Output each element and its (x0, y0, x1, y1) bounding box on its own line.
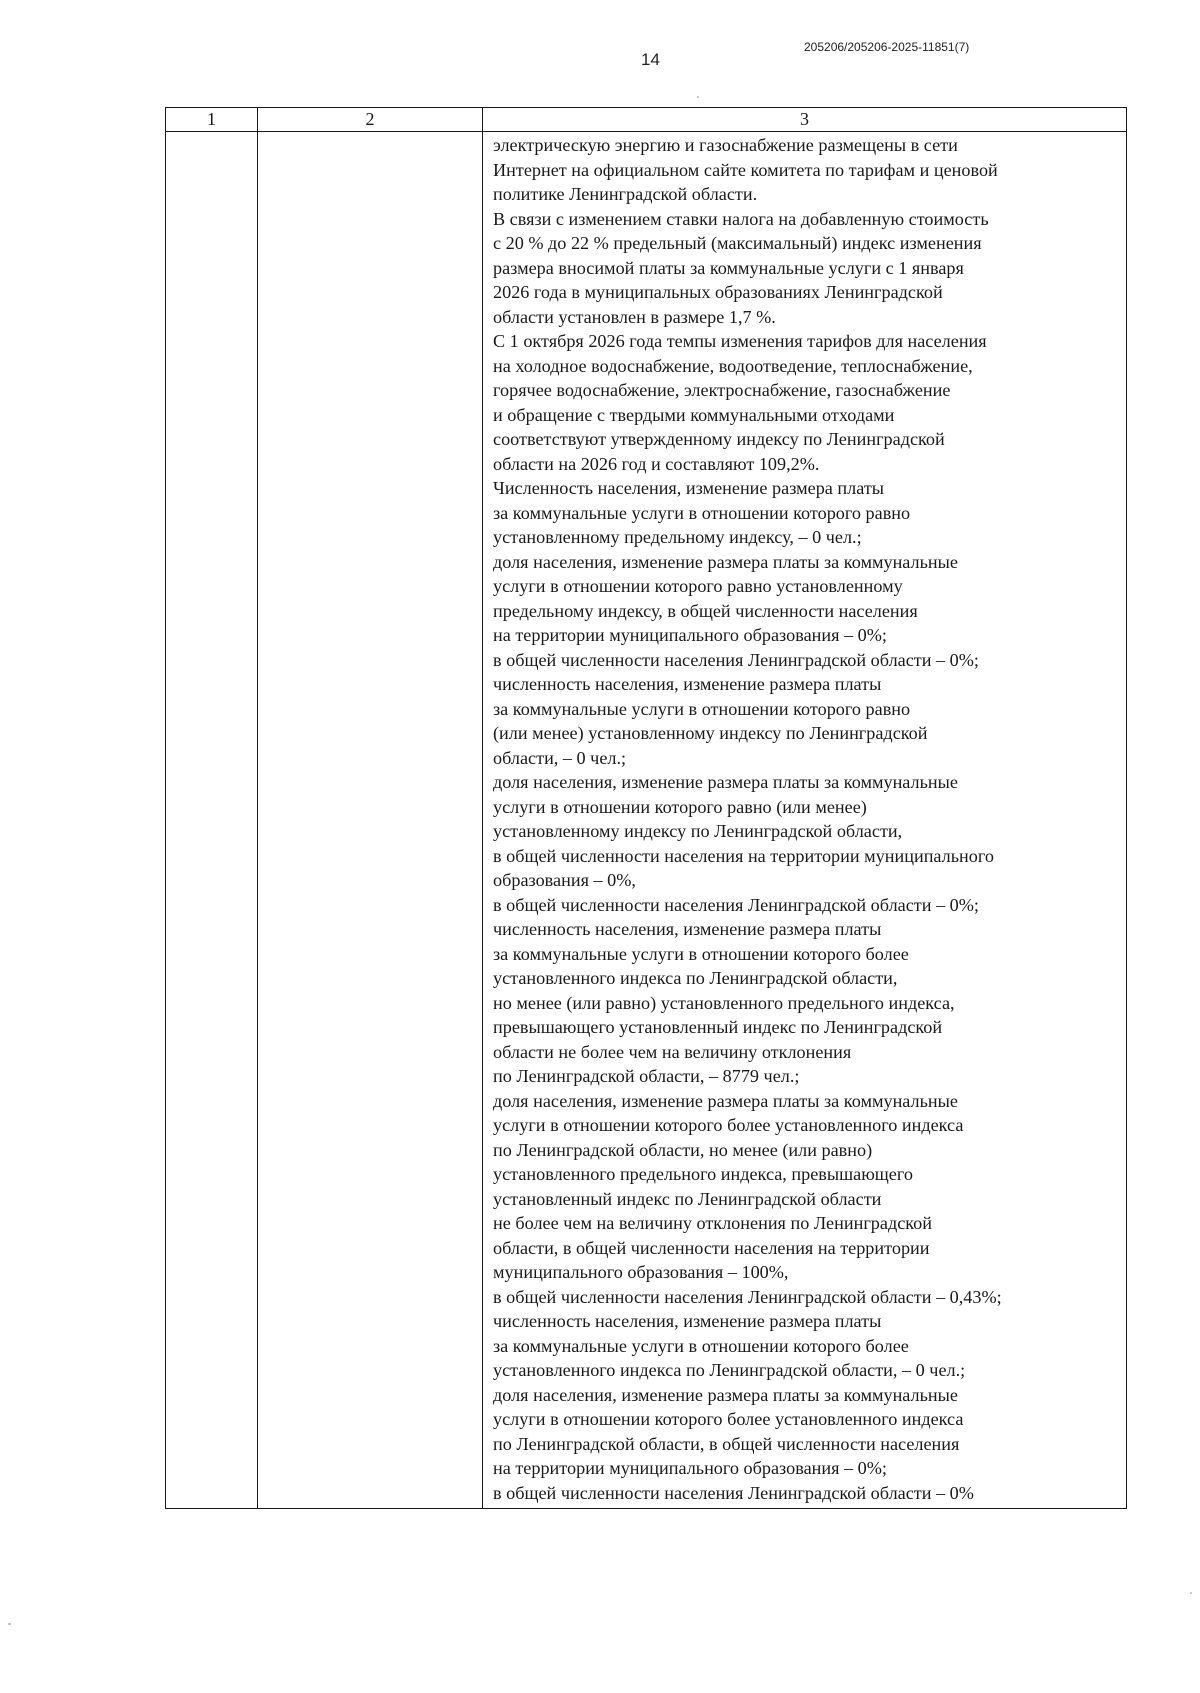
table-row (166, 132, 1127, 1509)
text-line: электрическую энергию и газоснабжение размещены в сети (493, 135, 958, 155)
text-line: превышающего установленный индекс по Ленинградской (493, 1017, 943, 1037)
text-line: размера вносимой платы за коммунальные услуги с 1 января (493, 257, 964, 278)
text-line: услуги в отношении которого более установленного индекса (493, 1115, 964, 1135)
cell-col-1 (166, 132, 258, 1509)
text-line: не более чем на величину отклонения по Ленинградской (493, 1213, 933, 1233)
text-line: установленного индекса по Ленинградской области, (493, 968, 898, 988)
text-line: области установлен в размере 1,7 %. (493, 306, 776, 327)
text-line: по Ленинградской области, в общей численности населения (493, 1433, 960, 1454)
text-line: на холодное водоснабжение, водоотведение, теплоснабжение, (493, 355, 973, 376)
text-line: услуги в отношении которого равно установленному (493, 576, 903, 596)
scan-speck (697, 96, 699, 98)
text-line: соответствуют утвержденному индексу по Ленинградской (493, 429, 945, 449)
text-line: в общей численности населения Ленинградской области – 0% (493, 1482, 974, 1503)
text-line: доля населения, изменение размера платы за коммунальные (493, 551, 958, 572)
text-line: доля населения, изменение размера платы за коммунальные (493, 1384, 958, 1405)
cell-col-3 (483, 132, 1127, 1509)
text-line: установленного индекса по Ленинградской области, – 0 чел.; (493, 1360, 966, 1380)
text-block (493, 133, 1120, 1505)
text-line: горячее водоснабжение, электроснабжение, газоснабжение (493, 380, 951, 400)
scan-speck (1190, 1592, 1192, 1594)
text-line: на территории муниципального образования – 0%; (493, 625, 887, 645)
text-line: области, в общей численности населения на территории (493, 1237, 930, 1258)
text-line: муниципального образования – 100%, (493, 1262, 789, 1282)
text-line: доля населения, изменение размера платы за коммунальные (493, 772, 958, 792)
text-line: предельному индексу, в общей численности населения (493, 600, 918, 621)
text-line: установленному предельному индексу, – 0 чел.; (493, 527, 862, 547)
page-number: 14 (641, 50, 660, 69)
text-line: доля населения, изменение размера платы за коммунальные (493, 1090, 958, 1111)
text-line: по Ленинградской области, – 8779 чел.; (493, 1066, 800, 1086)
text-line: установленного предельного индекса, превышающего (493, 1164, 913, 1184)
table-header-row (166, 108, 1127, 132)
text-line: (или менее) установленному индексу по Ленинградской (493, 723, 928, 743)
text-line: за коммунальные услуги в отношении которого равно (493, 502, 911, 523)
text-line: В связи с изменением ставки налога на добавленную стоимость (493, 208, 989, 229)
scan-speck (8, 1623, 11, 1625)
text-line: образования – 0%, (493, 870, 636, 890)
text-line: но менее (или равно) установленного предельного индекса, (493, 992, 955, 1013)
text-line: 2026 года в муниципальных образованиях Ленинградской (493, 282, 943, 302)
text-line: в общей численности населения на территории муниципального (493, 845, 994, 866)
text-line: С 1 октября 2026 года темпы изменения тарифов для населения (493, 331, 987, 351)
text-line: на территории муниципального образования – 0%; (493, 1458, 887, 1478)
header-col-1: 1 (166, 108, 258, 132)
text-line: услуги в отношении которого более установленного индекса (493, 1409, 964, 1429)
text-line: численность населения, изменение размера платы (493, 1311, 882, 1331)
header-col-3: 3 (483, 108, 1127, 132)
text-line: Численность населения, изменение размера платы (493, 478, 884, 498)
text-line: политике Ленинградской области. (493, 184, 758, 204)
text-line: с 20 % до 22 % предельный (максимальный) индекс изменения (493, 233, 982, 253)
text-line: за коммунальные услуги в отношении которого более (493, 943, 909, 964)
text-line: установленному индексу по Ленинградской области, (493, 821, 903, 841)
text-line: в общей численности населения Ленинградской области – 0,43%; (493, 1286, 1002, 1307)
text-line: области не более чем на величину отклонения (493, 1041, 852, 1062)
text-line: услуги в отношении которого равно (или менее) (493, 796, 867, 817)
text-line: области, – 0 чел.; (493, 747, 627, 768)
text-line: численность населения, изменение размера платы (493, 919, 882, 939)
document-code: 205206/205206-2025-11851(7) (804, 40, 970, 54)
content-table (165, 107, 1127, 1509)
text-line: и обращение с твердыми коммунальными отходами (493, 404, 895, 425)
text-line: области на 2026 год и составляют 109,2%. (493, 453, 820, 474)
text-line: за коммунальные услуги в отношении которого более (493, 1335, 909, 1356)
text-line: численность населения, изменение размера платы (493, 674, 882, 694)
text-line: установленный индекс по Ленинградской области (493, 1188, 882, 1209)
header-col-2: 2 (258, 108, 483, 132)
cell-col-2 (258, 132, 483, 1509)
text-line: в общей численности населения Ленинградской области – 0%; (493, 649, 979, 670)
text-line: за коммунальные услуги в отношении которого равно (493, 698, 911, 719)
text-line: по Ленинградской области, но менее (или равно) (493, 1139, 873, 1160)
text-line: в общей численности населения Ленинградской области – 0%; (493, 894, 979, 915)
text-line: Интернет на официальном сайте комитета по тарифам и ценовой (493, 159, 998, 180)
